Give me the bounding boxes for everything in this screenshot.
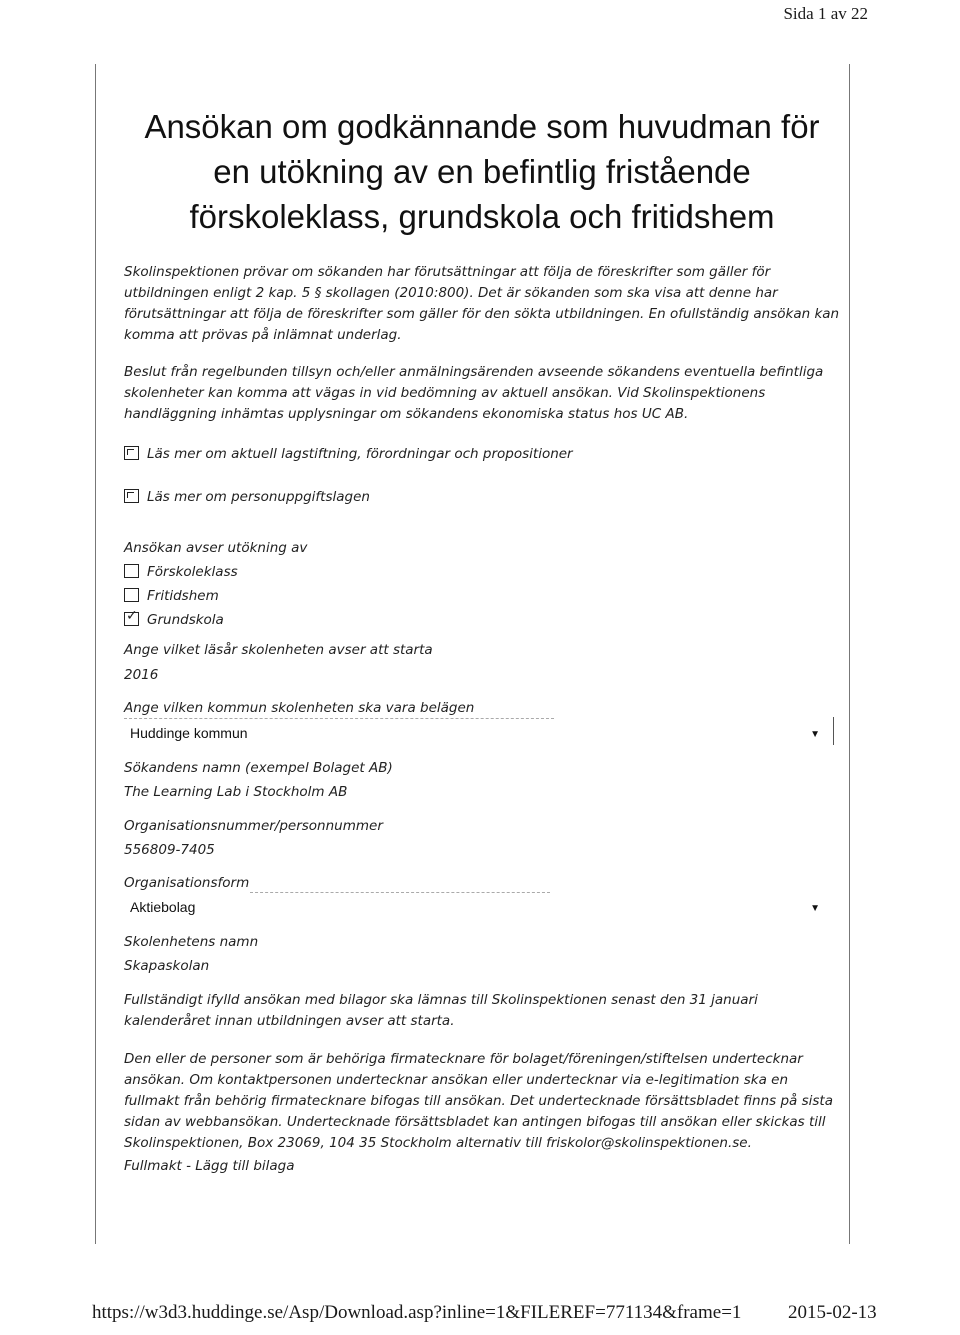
checkbox-grundskola[interactable]: ✓Grundskola bbox=[124, 612, 224, 628]
dropdown-arrow-icon: ▼ bbox=[810, 903, 820, 914]
signing-paragraph: Den eller de personer som är behöriga firmatecknare för bolaget/föreningen/stiftelsen undertecknar ansökan. Om kontaktpersonen undertecknar ansökan eller undertecknar via e-legitimation ska en fullmakt från behörig firmatecknare bifogas till ansökan. Det undertecknade försättsbladet finns på sista sidan av webbansökan. Undertecknade försättsbladet kan antingen bifogas till ansökan eller skickas till Skolinspektionen, Box 23069, 104 35 Stockholm alternativ till friskolor@skolinspektionen.se. bbox=[124, 1051, 833, 1151]
school-label: Skolenhetens namn bbox=[124, 934, 259, 950]
expand-icon bbox=[124, 446, 139, 460]
select-edge bbox=[833, 717, 834, 745]
fullmakt-attach-link[interactable]: Fullmakt - Lägg till bilaga bbox=[124, 1158, 295, 1174]
frame-left-line bbox=[95, 64, 96, 1244]
print-date: 2015-02-13 bbox=[788, 1302, 877, 1323]
deadline-paragraph: Fullständigt ifylld ansökan med bilagor ska lämnas till Skolinspektionen senast den 31 januari kalenderåret innan utbildningen avser att starta. bbox=[124, 992, 758, 1029]
intro-paragraph: Skolinspektionen prövar om sökanden har förutsättningar att följa de föreskrifter som gäller för utbildningen enligt 2 kap. 5 § skollagen (2010:800). Det är sökanden som ska visa att denne har förutsättningar att följa de föreskrifter som gäller för den sökta utbildningen. En ofullständig ansökan kan komma att prövas på inlämnat underlag. bbox=[124, 264, 840, 343]
year-label: Ange vilket läsår skolenheten avser att starta bbox=[124, 642, 433, 658]
scope-label: Ansökan avser utökning av bbox=[124, 540, 308, 556]
checkbox-icon bbox=[124, 588, 139, 602]
field-separator bbox=[124, 718, 554, 720]
checkbox-fritidshem[interactable]: Fritidshem bbox=[124, 588, 219, 604]
checkbox-checked-icon bbox=[124, 612, 139, 626]
checkbox-icon bbox=[124, 564, 139, 578]
page-title: Ansökan om godkännande som huvudman för en utökning av en befintlig fristående förskoleklass, grundskola och fritidshem bbox=[144, 108, 820, 235]
name-label: Sökandens namn (exempel Bolaget AB) bbox=[124, 760, 393, 776]
print-url: https://w3d3.huddinge.se/Asp/Download.asp?inline=1&FILEREF=771134&frame=1 bbox=[92, 1302, 742, 1323]
tillsyn-paragraph: Beslut från regelbunden tillsyn och/eller anmälningsärenden avseende sökandens eventuella befintliga skolenheter kan komma att vägas in vid bedömning av aktuell ansökan. Vid Skolinspektionens handläggning inhämtas upplysningar om sökandens ekonomiska status hos UC AB. bbox=[124, 364, 824, 422]
expand-icon bbox=[124, 489, 139, 503]
orgnr-label: Organisationsnummer/personnummer bbox=[124, 818, 383, 834]
field-separator bbox=[250, 892, 550, 894]
kommun-select[interactable] bbox=[124, 725, 834, 747]
dropdown-arrow-icon: ▼ bbox=[810, 729, 820, 740]
orgnr-value[interactable]: 556809-7405 bbox=[124, 842, 215, 858]
link-lagstiftning[interactable]: Läs mer om aktuell lagstiftning, förordningar och propositioner bbox=[124, 446, 573, 462]
orgform-label: Organisationsform bbox=[124, 875, 250, 891]
year-value[interactable]: 2016 bbox=[124, 667, 159, 683]
link-personuppgiftslagen[interactable]: Läs mer om personuppgiftslagen bbox=[124, 489, 370, 505]
orgform-value: Aktiebolag bbox=[130, 899, 196, 915]
name-value[interactable]: The Learning Lab i Stockholm AB bbox=[124, 784, 348, 800]
school-value[interactable]: Skapaskolan bbox=[124, 958, 210, 974]
checkbox-forskoleklass[interactable]: Förskoleklass bbox=[124, 564, 238, 580]
orgform-select[interactable] bbox=[124, 899, 834, 921]
kommun-value: Huddinge kommun bbox=[130, 725, 248, 741]
page-counter: Sida 1 av 22 bbox=[783, 4, 868, 23]
kommun-label: Ange vilken kommun skolenheten ska vara belägen bbox=[124, 700, 475, 716]
frame-right-line bbox=[849, 64, 850, 1244]
